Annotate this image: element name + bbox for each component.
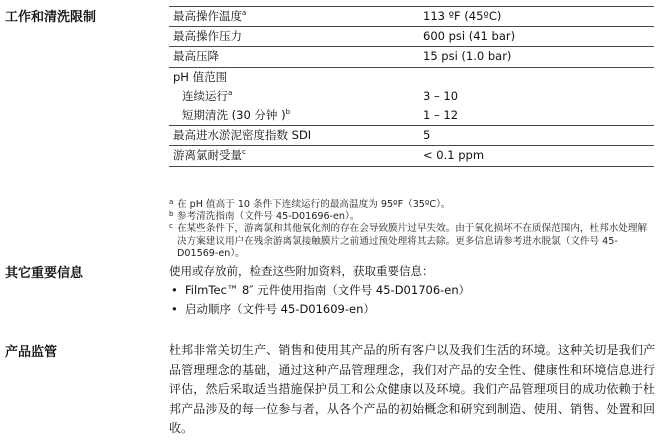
row-label: 短期清洗 (30 分钟 ) [182,107,286,122]
footnote [169,199,654,211]
row-value: < 0.1 ppm [423,148,485,163]
footnote-text: 在 pH 值高于 10 条件下连续运行的最高温度为 95ºF（35ºC）。 [177,199,451,210]
row-label: pH 值范围 [173,69,228,84]
footnote-marker: b [169,210,174,219]
list-item [169,281,654,300]
table-row [169,6,654,27]
list-item-text: FilmTec™ 8″ 元件使用指南（文件号 45-D01706-en） [185,283,471,297]
footnote-marker: b [285,107,291,116]
footnote-marker: a [228,88,233,97]
info-list [169,281,654,319]
row-value: 15 psi (1.0 bar) [423,49,512,64]
table-row [169,106,654,126]
table-row [169,68,654,87]
section-heading-steward: 产品监管 [5,345,58,360]
list-item [169,300,654,319]
footnote-marker: a [242,9,247,17]
row-value: 113 ºF (45ºC) [423,9,502,23]
row-value: 3 – 10 [423,88,459,103]
info-block [169,262,654,319]
bullet-icon: • [171,302,178,316]
table-row [169,47,654,67]
footnote-marker: c [169,222,173,231]
row-label: 连续运行 [182,88,228,103]
footnotes [169,199,654,260]
row-label: 最高操作温度 [173,9,242,23]
info-intro: 使用或存放前，检查这些附加资料，获取重要信息： [169,264,434,278]
table-row [169,126,654,146]
row-label: 游离氯耐受量 [173,148,242,163]
spec-table [169,6,654,167]
stewardship-paragraph: 杜邦非常关切生产、销售和使用其产品的所有客户以及我们生活的环境。这种关切是我们产品管理理念的基础，通过这种产品管理理念，我们对产品的安全性、健康性和环境信息进行评估，然后采取适当措施保护员工和公众健康以及环境。我们产品管理项目的成功依赖于杜邦产品涉及的每一位参与者，从各个产品的初始概念和研究到制造、使用、销售、处置和回收。 [169,343,655,436]
footnote [169,211,654,223]
table-row [169,87,654,106]
bullet-icon: • [171,283,178,297]
row-label: 最高操作压力 [173,29,242,44]
footnote-text: 参考清洗指南（文件号 45-D01696-en）。 [177,211,360,223]
section-heading-limits: 工作和清洗限制 [5,10,97,25]
row-value: 600 psi (41 bar) [423,29,516,44]
section-heading-info: 其它重要信息 [5,266,84,281]
row-label: 最高压降 [173,49,219,64]
row-value: 1 – 12 [423,107,459,122]
table-row [169,146,654,166]
footnote-marker: a [169,198,174,206]
list-item-text: 启动顺序（文件号 45-D01609-en） [185,302,375,316]
row-value: 5 [423,128,431,143]
footnote-marker: c [242,148,246,157]
row-label: 最高进水淤泥密度指数 SDI [173,128,312,143]
footnote [169,223,654,260]
footnote-text: 在某些条件下，游离氯和其他氧化剂的存在会导致膜片过早失效。由于氧化损坏不在质保范围内，杜邦水处理解决方案建议用户在残余游离氯接触膜片之前通过预处理将其去除。更多信息请参考进水脱氯（文件号 45-D01569-en）。 [177,223,648,259]
table-row [169,27,654,47]
